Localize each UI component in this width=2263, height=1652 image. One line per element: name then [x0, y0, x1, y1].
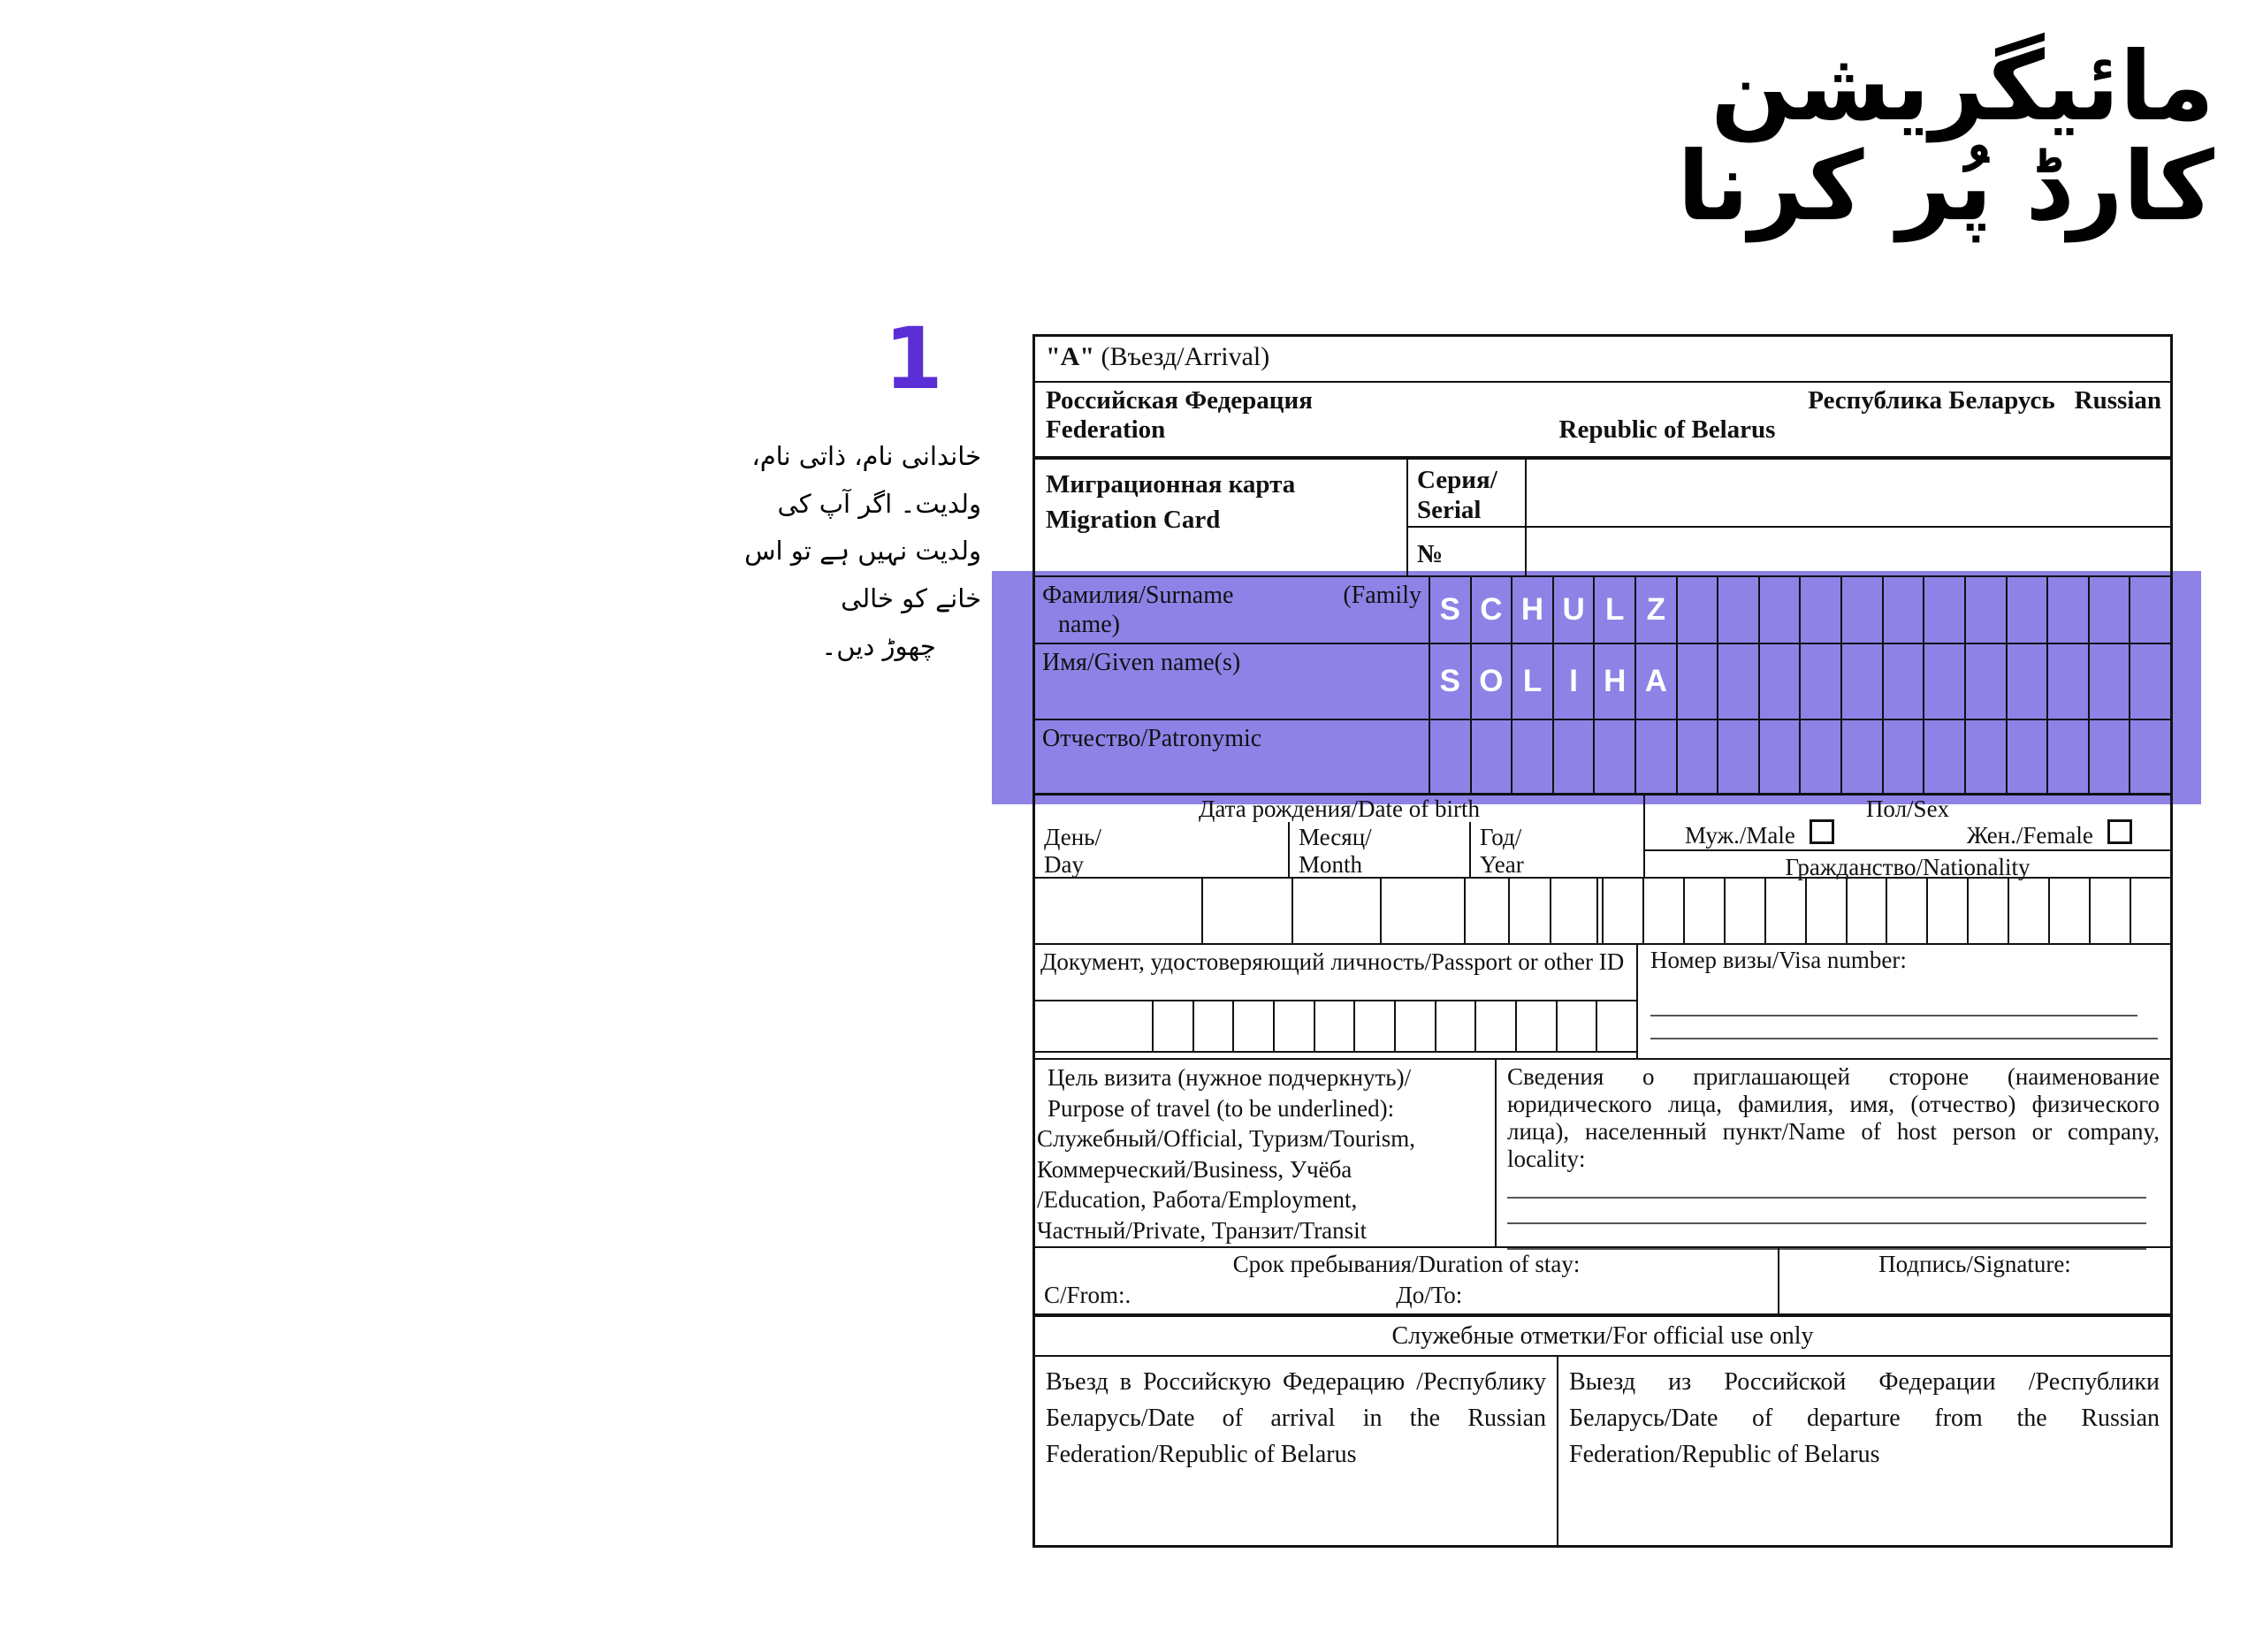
char-cell[interactable]: L — [1511, 644, 1552, 719]
female-label: Жен./Female — [1966, 822, 2093, 849]
char-cell[interactable] — [1799, 720, 1840, 793]
char-cell[interactable]: H — [1511, 577, 1552, 643]
char-cell[interactable] — [1273, 1001, 1314, 1051]
char-cell[interactable] — [1923, 720, 1964, 793]
char-cell[interactable] — [1232, 1001, 1273, 1051]
char-cell[interactable] — [1964, 644, 2006, 719]
year-ru: Год/ — [1480, 824, 1522, 850]
char-cell[interactable] — [2088, 577, 2130, 643]
passport-visa-row — [1035, 943, 2170, 1058]
char-cell[interactable]: H — [1593, 644, 1634, 719]
char-cell[interactable] — [1380, 879, 1464, 943]
surname-label — [1035, 577, 1430, 643]
stay-signature-row — [1035, 1246, 2170, 1313]
dob-nationality-cells-row — [1035, 877, 2170, 943]
month-en: Month — [1299, 851, 1363, 878]
char-cell[interactable] — [1840, 644, 1882, 719]
char-cell[interactable]: U — [1552, 577, 1594, 643]
char-cell[interactable] — [1926, 879, 1967, 943]
arrival-cell — [1035, 1357, 1558, 1545]
host-write-line[interactable] — [1507, 1197, 2146, 1199]
given-name-cells — [1430, 644, 2170, 719]
dob-header: Дата рождения/Date of birth — [1198, 796, 1481, 822]
passport-section — [1035, 945, 1638, 1058]
country-en-1: Russian — [2074, 386, 2161, 415]
char-cell[interactable]: L — [1593, 577, 1634, 643]
char-cell[interactable] — [2088, 720, 2130, 793]
char-cell[interactable] — [1035, 879, 1201, 943]
char-cell[interactable] — [1683, 879, 1724, 943]
note-line: چھوڑ دیں۔ — [821, 630, 936, 661]
purpose-line: Служебный/Official, Туризм/Tourism, — [1037, 1125, 1415, 1152]
char-cell[interactable] — [2089, 879, 2130, 943]
char-cell[interactable] — [1717, 577, 1758, 643]
purpose-line: Частный/Private, Транзит/Transit — [1037, 1216, 1368, 1244]
official-use-row: Служебные отметки/For official use only — [1035, 1313, 2170, 1355]
char-cell[interactable] — [2008, 879, 2048, 943]
char-cell[interactable] — [1840, 577, 1882, 643]
char-cell[interactable] — [1152, 1001, 1192, 1051]
char-cell[interactable] — [1430, 720, 1470, 793]
arrival-note: Въезд в Российскую Федерацию /Республику Беларусь/Date of arrival in the Russian Federation/Republic of Belarus — [1046, 1368, 1546, 1468]
char-cell[interactable] — [1764, 879, 1805, 943]
serial-label-cell — [1406, 460, 1527, 575]
form-type-letter: "А" — [1046, 342, 1094, 371]
patronymic-cells — [1430, 720, 2170, 793]
char-cell[interactable] — [1923, 644, 1964, 719]
char-cell[interactable] — [1314, 1001, 1354, 1051]
char-cell[interactable] — [1550, 879, 1596, 943]
char-cell[interactable] — [1353, 1001, 1394, 1051]
char-cell[interactable] — [2130, 879, 2170, 943]
departure-cell — [1558, 1357, 2170, 1545]
char-cell[interactable] — [1470, 720, 1512, 793]
country-by: Республика Беларусь — [1808, 386, 2055, 415]
char-cell[interactable] — [1882, 720, 1924, 793]
char-cell[interactable]: Z — [1634, 577, 1676, 643]
char-cell[interactable] — [1676, 577, 1718, 643]
char-cell[interactable] — [2129, 644, 2170, 719]
signature-label: Подпись/Signature: — [1878, 1251, 2071, 1277]
note-line: ولدیت نہیں ہے تو اس خانے کو خالی — [744, 536, 981, 613]
form-type-row — [1035, 337, 2170, 381]
male-checkbox[interactable] — [1810, 819, 1834, 844]
char-cell[interactable] — [1676, 644, 1718, 719]
month-ru: Месяц/ — [1299, 824, 1372, 850]
char-cell[interactable] — [2006, 720, 2047, 793]
char-cell[interactable] — [1508, 879, 1550, 943]
char-cell[interactable]: A — [1634, 644, 1676, 719]
step-note-urdu — [741, 433, 981, 670]
char-cell[interactable] — [1805, 879, 1846, 943]
char-cell[interactable] — [1464, 879, 1508, 943]
char-cell[interactable] — [1717, 720, 1758, 793]
card-title-en: Migration Card — [1046, 506, 1221, 534]
stay-from-label: C/From:. — [1044, 1282, 1132, 1308]
char-cell[interactable] — [1596, 879, 1602, 943]
char-cell[interactable] — [1717, 644, 1758, 719]
char-cell[interactable] — [1515, 1001, 1556, 1051]
number-sign: № — [1417, 540, 1444, 568]
host-write-line[interactable] — [1507, 1222, 2146, 1224]
purpose-line: /Education, Работа/Employment, — [1037, 1186, 1358, 1213]
nationality-header: Гражданство/Nationality — [1645, 849, 2170, 881]
char-cell[interactable] — [1724, 879, 1764, 943]
purpose-line: Коммерческий/Business, Учёба — [1037, 1155, 1352, 1183]
migration-card-form — [1032, 334, 2173, 1548]
char-cell[interactable] — [1676, 720, 1718, 793]
year-en: Year — [1480, 851, 1524, 878]
char-cell[interactable] — [1967, 879, 2008, 943]
char-cell[interactable] — [2046, 577, 2088, 643]
visa-section — [1638, 945, 2170, 1058]
country-en-2: Federation — [1046, 415, 1166, 444]
note-line: خاندانی نام، ذاتی نام، ولدیت۔ اگر آپ کی — [751, 441, 981, 519]
passport-cells — [1035, 1000, 1636, 1053]
given-name-row — [1035, 643, 2170, 719]
char-cell[interactable] — [1593, 720, 1634, 793]
char-cell[interactable] — [1882, 577, 1924, 643]
char-cell[interactable] — [1192, 1001, 1233, 1051]
char-cell[interactable]: O — [1470, 644, 1512, 719]
visa-write-line[interactable] — [1650, 1038, 2158, 1039]
char-cell[interactable] — [1642, 879, 1683, 943]
dob-cells — [1035, 879, 1604, 943]
char-cell[interactable] — [2006, 577, 2047, 643]
sex-header: Пол/Sex — [1865, 796, 1950, 822]
purpose-line: Цель визита (нужное подчеркнуть)/ — [1048, 1064, 1412, 1091]
char-cell[interactable] — [1840, 720, 1882, 793]
char-cell[interactable] — [1799, 577, 1840, 643]
char-cell[interactable] — [1758, 720, 1800, 793]
host-section — [1497, 1060, 2170, 1246]
surname-label-en1: (Family — [1343, 582, 1421, 609]
char-cell[interactable] — [1394, 1001, 1435, 1051]
country-ru: Российская Федерация — [1046, 386, 1313, 415]
surname-label-en2: name) — [1058, 611, 1120, 638]
stay-section — [1035, 1248, 1779, 1313]
step-number: 1 — [884, 309, 943, 408]
visa-write-line[interactable] — [1650, 1015, 2137, 1016]
form-type-caption: (Въезд/Arrival) — [1093, 342, 1270, 371]
char-cell[interactable] — [1511, 720, 1552, 793]
page-title-urdu: مائیگریشن کارڈ پُر کرنا — [1677, 32, 2214, 243]
char-cell[interactable] — [1886, 879, 1926, 943]
purpose-line: Purpose of travel (to be underlined): — [1048, 1094, 1395, 1122]
char-cell[interactable] — [2129, 720, 2170, 793]
patronymic-row — [1035, 719, 2170, 793]
arrival-departure-row — [1035, 1355, 2170, 1545]
char-cell[interactable] — [1634, 720, 1676, 793]
char-cell[interactable]: S — [1439, 664, 1460, 698]
dob-month-label — [1290, 822, 1471, 879]
stay-header: Срок пребывания/Duration of stay: — [1232, 1251, 1581, 1277]
char-cell[interactable] — [1846, 879, 1886, 943]
dob-section — [1035, 796, 1645, 877]
char-cell[interactable] — [1552, 720, 1594, 793]
char-cell[interactable] — [1556, 1001, 1596, 1051]
male-label: Муж./Male — [1685, 822, 1795, 849]
char-cell[interactable] — [1292, 879, 1380, 943]
card-serial-row — [1035, 456, 2170, 575]
patronymic-label: Отчество/Patronymic — [1035, 720, 1430, 793]
stay-to-label: До/To: — [1396, 1282, 1463, 1308]
char-cell[interactable] — [2088, 644, 2130, 719]
char-cell[interactable] — [1474, 1001, 1515, 1051]
serial-label-ru: Серия/ — [1417, 466, 1497, 494]
char-cell[interactable] — [1882, 644, 1924, 719]
nationality-cells — [1604, 879, 2170, 943]
host-label: Сведения о приглашающей стороне (наименование юридического лица, фамилия, имя, (отчество) физического лица), населенный пункт/Name of host person or company, locality: — [1507, 1063, 2160, 1172]
char-cell[interactable] — [2006, 644, 2047, 719]
passport-label: Документ, удостоверяющий личность/Passport or other ID — [1040, 948, 1625, 975]
char-cell[interactable] — [1035, 1001, 1152, 1051]
char-cell[interactable] — [1964, 720, 2006, 793]
char-cell[interactable] — [2129, 577, 2170, 643]
sex-section — [1645, 796, 2170, 880]
char-cell[interactable] — [1923, 577, 1964, 643]
char-cell[interactable] — [1201, 879, 1292, 943]
number-value-field[interactable] — [1527, 528, 2170, 575]
female-checkbox[interactable] — [2107, 819, 2132, 844]
serial-label-en: Serial — [1417, 496, 1482, 524]
char-cell[interactable]: C — [1470, 577, 1512, 643]
dob-sex-row — [1035, 793, 2170, 880]
surname-label-ru: Фамилия/Surname — [1042, 582, 1234, 609]
country-by-en: Republic of Belarus — [1558, 415, 1776, 444]
char-cell[interactable] — [2046, 720, 2088, 793]
departure-note: Выезд из Российской Федерации /Республики Беларусь/Date of departure from the Russian Federation/Republic of Belarus — [1569, 1368, 2160, 1468]
char-cell[interactable] — [1799, 644, 1840, 719]
day-en: Day — [1044, 851, 1084, 878]
purpose-section — [1035, 1060, 1497, 1246]
char-cell[interactable]: I — [1552, 644, 1594, 719]
serial-value-area — [1527, 460, 2170, 575]
char-cell[interactable] — [1758, 577, 1800, 643]
surname-row — [1035, 575, 2170, 643]
country-header-row — [1035, 381, 2170, 456]
serial-value-field[interactable] — [1527, 460, 2170, 528]
char-cell[interactable] — [1758, 644, 1800, 719]
char-cell[interactable] — [2048, 879, 2089, 943]
char-cell[interactable] — [1604, 879, 1642, 943]
card-title — [1035, 460, 1406, 575]
given-name-label: Имя/Given name(s) — [1035, 644, 1430, 719]
visa-label: Номер визы/Visa number: — [1650, 947, 1907, 973]
dob-day-label — [1035, 822, 1290, 879]
card-title-ru: Миграционная карта — [1046, 470, 1296, 499]
char-cell[interactable] — [2046, 644, 2088, 719]
purpose-host-row — [1035, 1058, 2170, 1246]
char-cell[interactable] — [1596, 1001, 1636, 1051]
char-cell[interactable]: S — [1439, 592, 1460, 627]
char-cell[interactable] — [1964, 577, 2006, 643]
char-cell[interactable] — [1435, 1001, 1475, 1051]
dob-year-label — [1471, 822, 1643, 879]
surname-cells — [1430, 577, 2170, 643]
day-ru: День/ — [1044, 824, 1101, 850]
